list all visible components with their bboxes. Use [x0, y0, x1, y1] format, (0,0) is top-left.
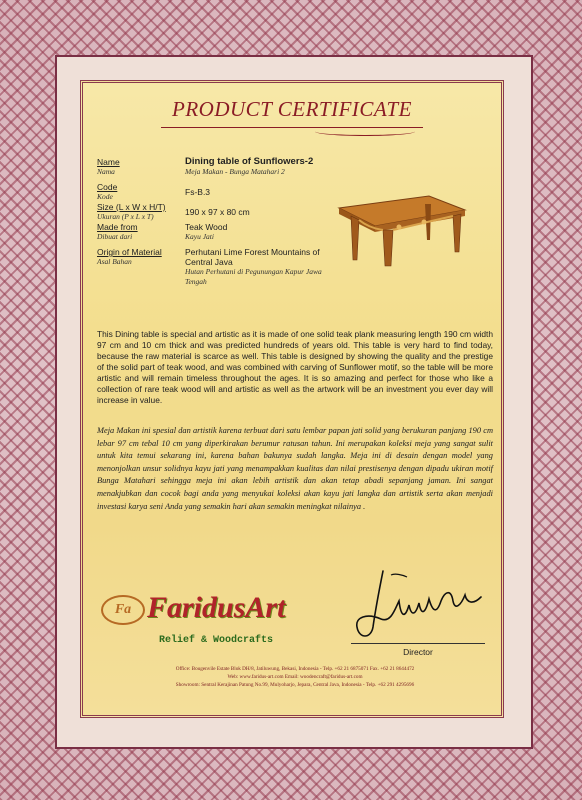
certificate-panel: [80, 80, 504, 718]
spec-row-origin: [97, 247, 357, 287]
company-contact: [93, 665, 497, 689]
origin: Perhutani Lime Forest Mountains of Central Java: [185, 247, 320, 267]
spec-label: Made from: [97, 222, 138, 232]
logo-mark: Fa: [101, 595, 145, 625]
description-english: This Dining table is special and artistic as it is made of one solid teak plank measuring length 190 cm width 97 cm and 10 cm thick and was predicted hundreds of years old. This table is very hard to find today, because the raw material is scarce as well. This table is designed by showing the quality and the prestige of the solid part of teak wood, and was combined with carving of Sunflower motif, so the table will be more artistic and will remain timeless throughout the ages. It is so amazing and perfect for those who like a collection of rare teak wood will and artistic as well as the artwork will be an investment you ever day will increase in value.: [97, 329, 493, 405]
product-specs: [97, 157, 357, 292]
origin-local: Hutan Perhutani di Pegunungan Kapur Jawa Tengah: [185, 267, 322, 286]
logo-wordmark: FaridusArt: [147, 591, 286, 624]
spec-label-local: Dibuat dari: [97, 232, 133, 241]
spec-label-local: Nama: [97, 167, 115, 176]
showroom-address: Showroom: Sentral Kerajinan Patung No.99, Mulyoharjo, Jepara, Central Java, Indonesia - Telp. +62 291 4295696: [175, 682, 415, 688]
description-indonesian: Meja Makan ini spesial dan artistik karena terbuat dari satu lembar papan jati solid yang berukuran panjang 190 cm lebar 97 cm tebal 10 cm yang diperkirakan berumur ratusan tahun. Ini merupakan koleksi meja yang sangat sulit untuk kita temui sekarang ini, karena bahan bakunya sudah langka. Meja ini di desain dengan model yang menonjolkan unsur solidnya kayu jati yang menampakkan kualitas dan nilai prestisenya dengan dipadu ukiran motif Bunga Matahari sehingga meja ini akan lebih artistik dan akan tetap abadi sepanjang jaman. Ini sangat menakjubkan dan cocok bagi anda yang menyukai koleksi akan kayu jati langka dan artistik serta akan menjadi investasi karya seni Anda yang semakin hari akan semakin meningkat nilainya .: [97, 426, 493, 511]
spec-label: Code: [97, 182, 118, 192]
logo-tagline: Relief & Woodcrafts: [159, 635, 274, 646]
director-signature: [351, 561, 487, 643]
company-logo: [101, 591, 291, 661]
certificate-title: PRODUCT CERTIFICATE: [172, 97, 412, 121]
product-code: Fs-B.3: [185, 187, 211, 197]
spec-label: Size (L x W x H/T): [97, 202, 166, 212]
material: Teak Wood: [185, 222, 228, 232]
spec-row-code: [97, 182, 357, 201]
spec-row-name: [97, 157, 357, 177]
product-name: Dining table of Sunflowers-2: [185, 156, 314, 167]
title-swash: [315, 127, 415, 136]
material-local: Kayu Jati: [185, 232, 214, 241]
spec-label-local: Ukuran (P x L x T): [97, 212, 154, 221]
spec-row-size: [97, 202, 357, 221]
product-name-local: Meja Makan - Bunga Matahari 2: [185, 167, 285, 176]
spec-row-material: [97, 222, 357, 242]
signatory-title: Director: [403, 647, 433, 657]
spec-label: Name: [97, 157, 120, 167]
spec-label: Origin of Material: [97, 247, 162, 257]
spec-label-local: Asal Bahan: [97, 257, 132, 266]
signature-line: [351, 643, 485, 644]
spec-label-local: Kode: [97, 192, 113, 201]
dining-table-photo: [329, 180, 469, 270]
product-size: 190 x 97 x 80 cm: [185, 207, 250, 217]
web-email: Web: www.faridus-art.com Email: woodencraft@faridus-art.com: [227, 674, 363, 680]
office-address: Office: Bougenvile Estate Blok DH/8, Jatiluwung, Bekasi, Indonesia - Telp. +62 21 6875071 Fax. +62 21 8644472: [175, 666, 415, 672]
